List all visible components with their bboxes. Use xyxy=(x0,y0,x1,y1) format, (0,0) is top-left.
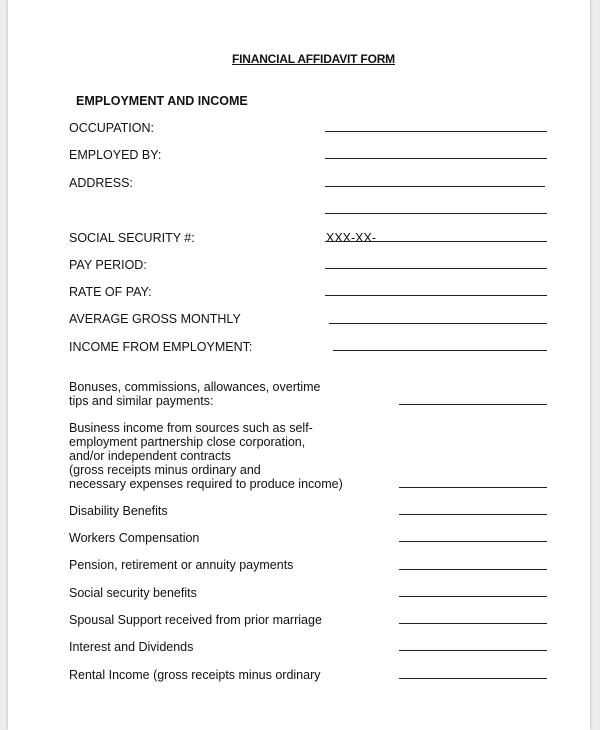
address-field-line-2[interactable] xyxy=(325,213,547,214)
social-security-field[interactable] xyxy=(325,241,547,242)
label-employed-by: EMPLOYED BY: xyxy=(69,148,162,162)
business-income-field[interactable] xyxy=(399,487,547,488)
income-item-business-line-4: (gross receipts minus ordinary and xyxy=(69,463,261,477)
section-heading-employment-income: EMPLOYMENT AND INCOME xyxy=(76,94,248,108)
income-item-business-line-1: Business income from sources such as self- xyxy=(69,421,313,435)
pay-period-field[interactable] xyxy=(325,268,547,269)
income-item-disability: Disability Benefits xyxy=(69,504,168,518)
spousal-support-field[interactable] xyxy=(399,623,547,624)
income-item-social-security: Social security benefits xyxy=(69,586,197,600)
label-rate-of-pay: RATE OF PAY: xyxy=(69,285,152,299)
income-item-spousal-support: Spousal Support received from prior marriage xyxy=(69,613,322,627)
disability-benefits-field[interactable] xyxy=(399,514,547,515)
income-item-workers-comp: Workers Compensation xyxy=(69,531,200,545)
average-gross-monthly-field[interactable] xyxy=(329,323,547,324)
social-security-benefits-field[interactable] xyxy=(399,596,547,597)
income-item-business-line-5: necessary expenses required to produce income) xyxy=(69,477,343,491)
income-item-bonuses-line-2: tips and similar payments: xyxy=(69,394,214,408)
income-item-rental-income: Rental Income (gross receipts minus ordinary xyxy=(69,668,321,682)
label-address: ADDRESS: xyxy=(69,176,133,190)
label-average-gross-monthly: AVERAGE GROSS MONTHLY xyxy=(69,312,241,326)
bonuses-field[interactable] xyxy=(399,404,547,405)
rate-of-pay-field[interactable] xyxy=(325,295,547,296)
rental-income-field[interactable] xyxy=(399,678,547,679)
income-item-bonuses-line-1: Bonuses, commissions, allowances, overtime xyxy=(69,380,321,394)
form-title: FINANCIAL AFFIDAVIT FORM xyxy=(232,52,395,66)
label-social-security: SOCIAL SECURITY #: xyxy=(69,231,195,245)
social-security-prefill: XXX-XX- xyxy=(326,231,377,245)
income-item-interest-dividends: Interest and Dividends xyxy=(69,640,194,654)
interest-dividends-field[interactable] xyxy=(399,650,547,651)
occupation-field[interactable] xyxy=(325,131,547,132)
address-field-line-1[interactable] xyxy=(325,186,545,187)
income-item-business-line-3: and/or independent contracts xyxy=(69,449,231,463)
label-occupation: OCCUPATION: xyxy=(69,121,154,135)
income-item-business-line-2: employment partnership close corporation, xyxy=(69,435,306,449)
employed-by-field[interactable] xyxy=(325,158,547,159)
workers-compensation-field[interactable] xyxy=(399,541,547,542)
label-pay-period: PAY PERIOD: xyxy=(69,258,147,272)
income-from-employment-field[interactable] xyxy=(333,350,547,351)
income-item-pension: Pension, retirement or annuity payments xyxy=(69,558,294,572)
document-page xyxy=(8,0,590,730)
label-income-from-employment: INCOME FROM EMPLOYMENT: xyxy=(69,340,253,354)
pension-field[interactable] xyxy=(399,569,547,570)
